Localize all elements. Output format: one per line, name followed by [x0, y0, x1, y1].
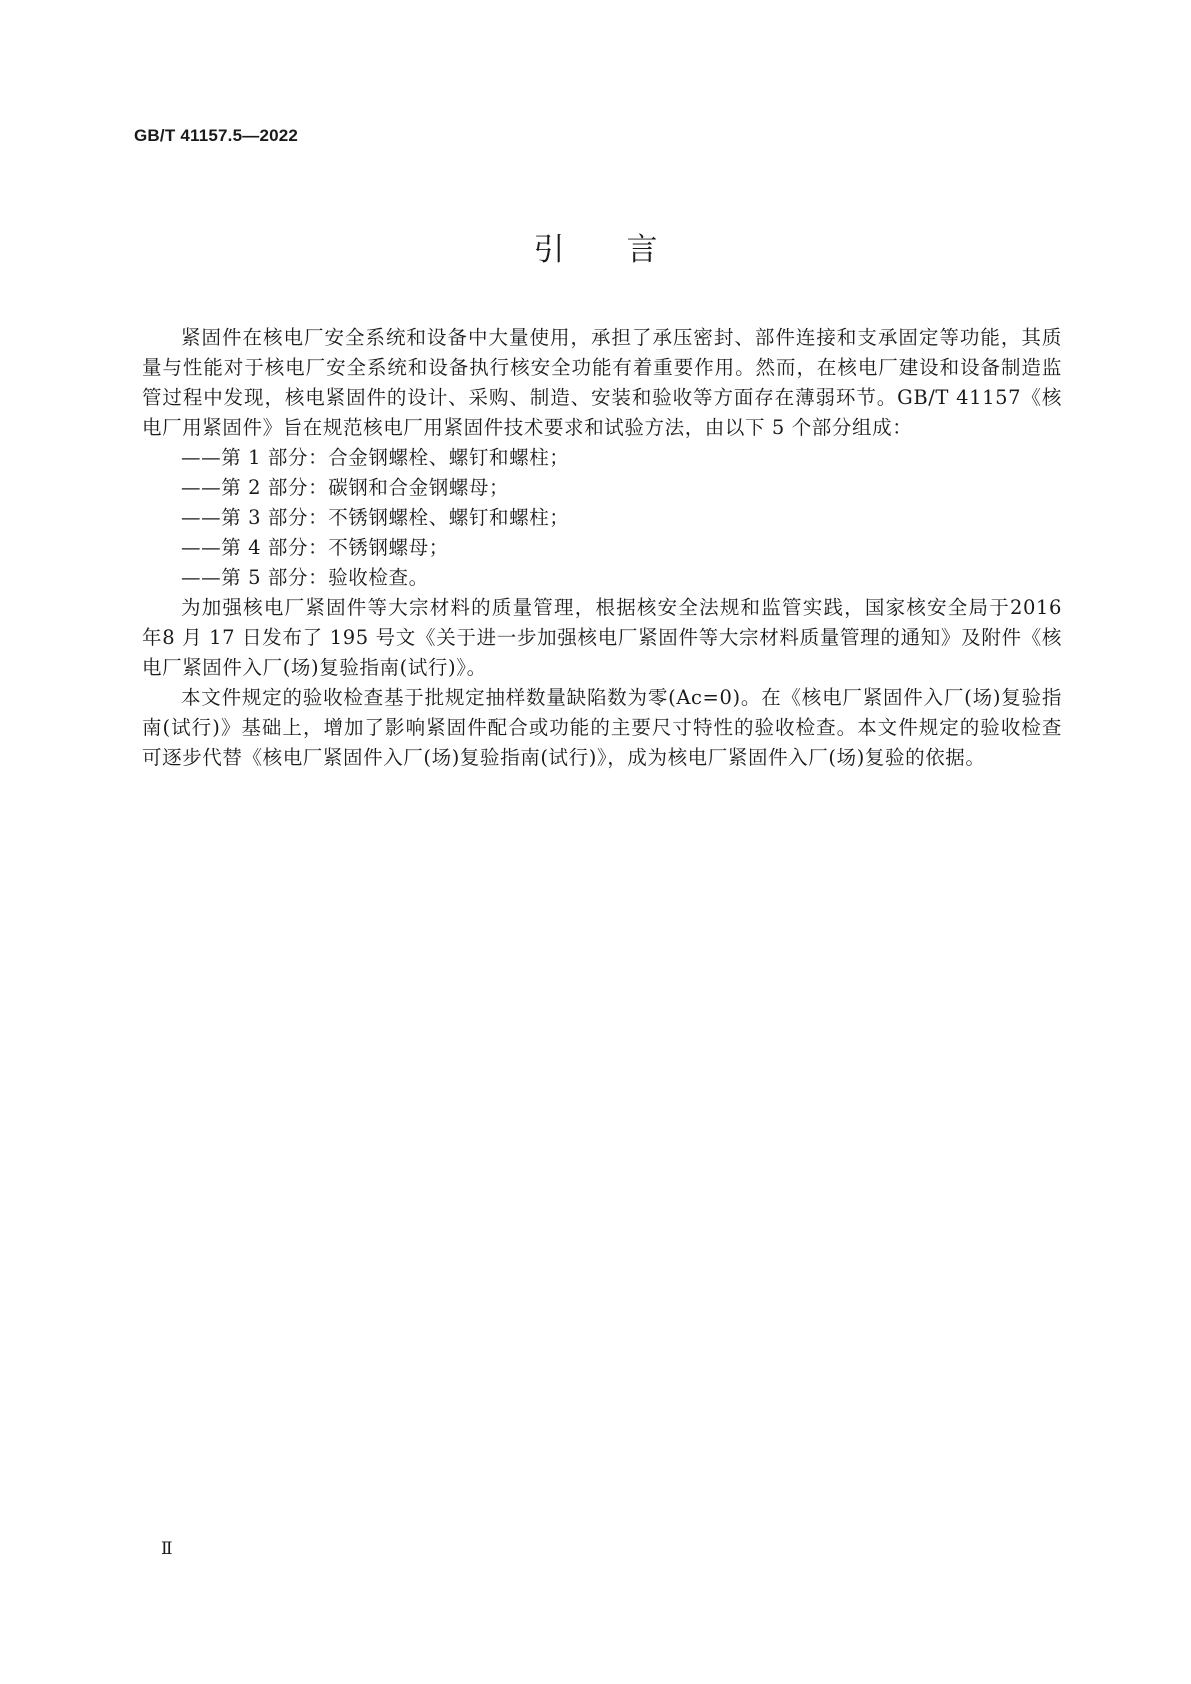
introduction-body — [142, 323, 1062, 773]
paragraph-acceptance-inspection: 本文件规定的验收检查基于批规定抽样数量缺陷数为零(Ac=0)。在《核电厂紧固件入厂(场)复验指南(试行)》基础上，增加了影响紧固件配合或功能的主要尺寸特性的验收检查。本文件规定的验收检查可逐步代替《核电厂紧固件入厂(场)复验指南(试行)》，成为核电厂紧固件入厂(场)复验的依据。 — [142, 686, 1062, 769]
parts-list — [142, 443, 1062, 593]
paragraph-regulatory-background: 为加强核电厂紧固件等大宗材料的质量管理，根据核安全法规和监管实践，国家核安全局于2016 年8 月 17 日发布了 195 号文《关于进一步加强核电厂紧固件等大宗材料质量管理的通知》及附件《核电厂紧固件入厂(场)复验指南(试行)》。 — [142, 596, 1062, 679]
page-number: Ⅱ — [161, 1539, 173, 1559]
paragraph-fastener-importance: 紧固件在核电厂安全系统和设备中大量使用，承担了承压密封、部件连接和支承固定等功能，其质量与性能对于核电厂安全系统和设备执行核安全功能有着重要作用。然而，在核电厂建设和设备制造监管过程中发现，核电紧固件的设计、采购、制造、安装和验收等方面存在薄弱环节。GB/T 41157《核电厂用紧固件》旨在规范核电厂用紧固件技术要求和试验方法，由以下 5 个部分组成： — [142, 326, 1062, 439]
list-item: ——第 2 部分：碳钢和合金钢螺母； — [181, 476, 510, 499]
list-item: ——第 1 部分：合金钢螺栓、螺钉和螺柱； — [181, 446, 570, 469]
section-title: 引言 — [533, 232, 720, 268]
list-item: ——第 4 部分：不锈钢螺母； — [181, 536, 449, 559]
list-item: ——第 5 部分：验收检查。 — [181, 566, 429, 589]
document-code: GB/T 41157.5—2022 — [134, 126, 299, 145]
list-item: ——第 3 部分：不锈钢螺栓、螺钉和螺柱； — [181, 506, 570, 529]
